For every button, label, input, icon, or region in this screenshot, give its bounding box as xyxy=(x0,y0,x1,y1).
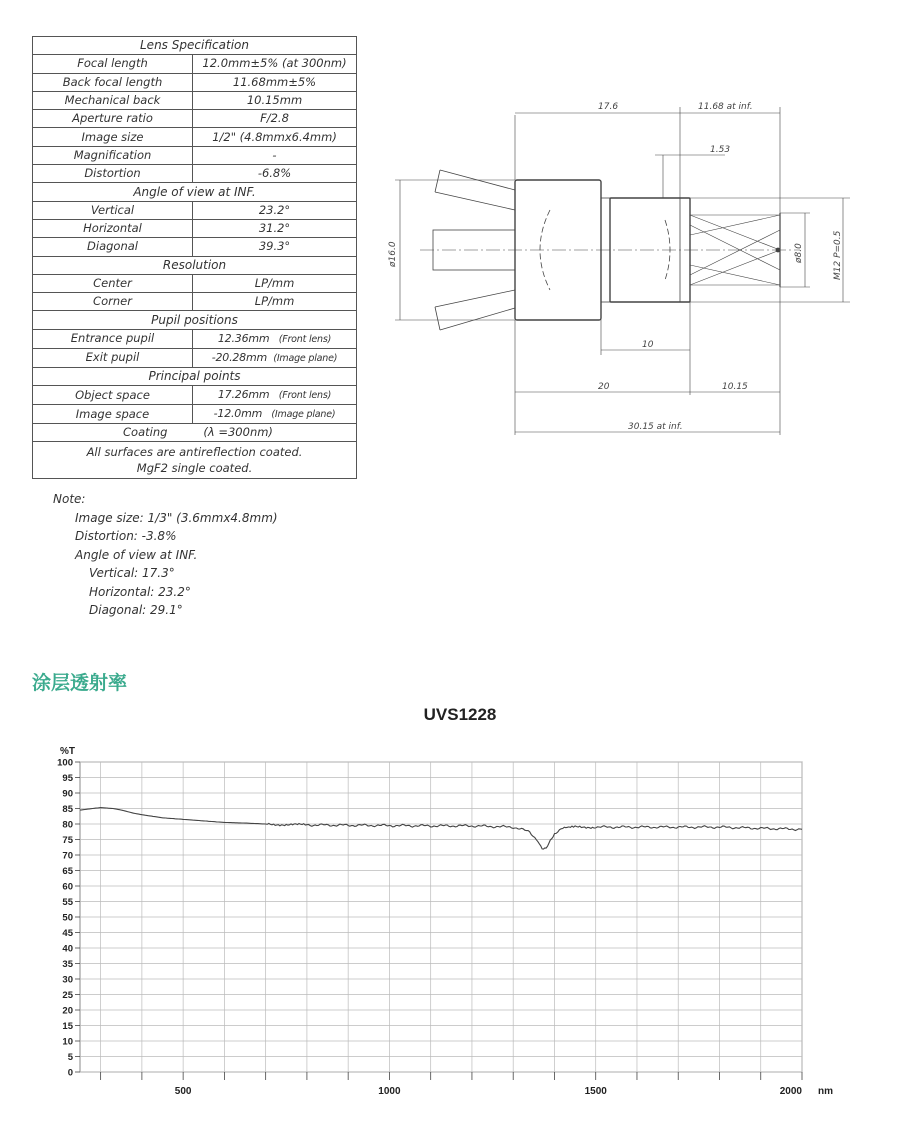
y-tick-label: 95 xyxy=(62,773,73,784)
dim-11-68: 11.68 at inf. xyxy=(698,102,753,112)
spec-section-angle: Angle of view at INF. xyxy=(33,183,357,201)
spec-coating-value: (λ =300nm) xyxy=(203,425,273,440)
spec-value xyxy=(193,405,357,424)
spec-value: 39.3° xyxy=(193,238,357,256)
note-line: Horizontal: 23.2° xyxy=(89,584,191,599)
spec-label: Image size xyxy=(33,128,193,146)
spec-label: Center xyxy=(33,274,193,292)
y-tick-labels xyxy=(57,758,74,1079)
spec-label: Diagonal xyxy=(33,238,193,256)
spec-value: 23.2° xyxy=(193,201,357,219)
dimension-lines xyxy=(395,107,850,435)
y-tick-label: 35 xyxy=(62,959,73,970)
spec-label: Image space xyxy=(33,405,193,424)
y-tick-label: 5 xyxy=(67,1052,73,1063)
spec-label: Focal length xyxy=(33,55,193,73)
dim-m12: M12 P=0.5 xyxy=(833,230,843,280)
spec-value-note: (Image plane) xyxy=(273,352,338,364)
y-tick-label: 60 xyxy=(62,881,73,893)
spec-value: F/2.8 xyxy=(193,110,357,128)
spec-label: Vertical xyxy=(33,201,193,219)
spec-section-principal: Principal points xyxy=(33,367,357,385)
spec-value: 31.2° xyxy=(193,219,357,237)
spec-coating-label: Coating xyxy=(123,425,168,440)
y-tick-label: 0 xyxy=(67,1067,73,1079)
spec-label: Back focal length xyxy=(33,73,193,91)
dim-17-6: 17.6 xyxy=(598,102,619,112)
spec-value-main: 12.36mm xyxy=(217,331,270,345)
y-tick-label: 40 xyxy=(62,943,73,955)
y-tick-label: 45 xyxy=(62,928,73,939)
spec-coating-note-line: MgF2 single coated. xyxy=(136,461,253,476)
spec-label: Mechanical back xyxy=(33,91,193,109)
series-line xyxy=(80,808,802,849)
spec-value: LP/mm xyxy=(193,293,357,311)
spec-coating-note xyxy=(33,442,357,479)
y-tick-label: 10 xyxy=(62,1036,73,1048)
spec-value xyxy=(193,386,357,405)
y-axis-label: %T xyxy=(60,746,75,757)
spec-coating-row xyxy=(33,424,357,442)
spec-value: 1/2" (4.8mmx6.4mm) xyxy=(193,128,357,146)
note-line: Vertical: 17.3° xyxy=(89,566,175,580)
chart-grid xyxy=(75,762,802,1080)
note-title: Note: xyxy=(53,492,86,506)
spec-value xyxy=(193,348,357,367)
spec-label: Exit pupil xyxy=(33,348,193,367)
spec-value: 12.0mm±5% (at 300nm) xyxy=(193,55,357,73)
y-tick-label: 70 xyxy=(62,850,73,862)
y-tick-label: 75 xyxy=(62,835,73,846)
y-tick-label: 90 xyxy=(62,788,73,800)
spec-value xyxy=(193,329,357,348)
spec-value-main: 17.26mm xyxy=(217,388,270,402)
dim-30-15: 30.15 at inf. xyxy=(628,422,683,432)
spec-value: LP/mm xyxy=(193,274,357,292)
spec-value-main: -20.28mm xyxy=(211,350,268,364)
note-line: Distortion: -3.8% xyxy=(75,529,177,543)
y-tick-label: 30 xyxy=(62,974,73,986)
spec-value: -6.8% xyxy=(193,165,357,183)
x-tick-label: 500 xyxy=(174,1086,192,1097)
dim-phi16: ø16.0 xyxy=(388,241,398,267)
lens-spec-table xyxy=(32,36,357,479)
dim-10-15: 10.15 xyxy=(722,382,748,392)
note-line: Image size: 1/3" (3.6mmx4.8mm) xyxy=(75,510,278,525)
note-block xyxy=(53,490,278,620)
y-tick-label: 20 xyxy=(62,1005,73,1017)
y-tick-label: 100 xyxy=(57,757,73,769)
x-axis-unit: nm xyxy=(818,1086,833,1097)
chart-title: UVS1228 xyxy=(423,705,497,724)
spec-label: Object space xyxy=(33,386,193,405)
spec-label: Distortion xyxy=(33,165,193,183)
y-tick-label: 65 xyxy=(62,866,73,877)
y-tick-label: 15 xyxy=(62,1021,73,1032)
transmittance-chart xyxy=(30,730,860,1110)
lens-drawing xyxy=(380,95,860,445)
y-tick-label: 25 xyxy=(62,990,73,1001)
spec-label: Entrance pupil xyxy=(33,329,193,348)
spec-value: 11.68mm±5% xyxy=(193,73,357,91)
section-title: 涂层透射率 xyxy=(32,672,128,694)
spec-value-note: (Image plane) xyxy=(271,409,336,421)
spec-value-note: (Front lens) xyxy=(278,390,332,402)
spec-coating-note-line: All surfaces are antireflection coated. xyxy=(86,445,303,460)
spec-value: - xyxy=(193,146,357,164)
dim-phi8: ø8.0 xyxy=(794,243,804,263)
note-line: Angle of view at INF. xyxy=(75,547,198,562)
spec-section-pupil: Pupil positions xyxy=(33,311,357,329)
x-tick-label: 2000 xyxy=(779,1086,802,1097)
y-tick-label: 80 xyxy=(62,819,73,831)
spec-label: Corner xyxy=(33,293,193,311)
spec-label: Magnification xyxy=(33,146,193,164)
dim-10: 10 xyxy=(642,340,654,350)
note-line: Diagonal: 29.1° xyxy=(89,603,183,617)
spec-value-note: (Front lens) xyxy=(278,333,332,345)
spec-value-main: -12.0mm xyxy=(213,407,263,421)
x-tick-label: 1000 xyxy=(378,1086,401,1097)
y-tick-label: 50 xyxy=(62,912,73,924)
spec-label: Horizontal xyxy=(33,219,193,237)
dim-1-53: 1.53 xyxy=(710,145,731,155)
spec-title: Lens Specification xyxy=(33,37,357,55)
y-tick-label: 85 xyxy=(62,804,73,815)
dim-20: 20 xyxy=(598,382,610,392)
spec-value: 10.15mm xyxy=(193,91,357,109)
spec-section-resolution: Resolution xyxy=(33,256,357,274)
x-tick-label: 1500 xyxy=(584,1086,607,1097)
y-tick-label: 55 xyxy=(62,897,73,908)
spec-label: Aperture ratio xyxy=(33,110,193,128)
x-tick-labels xyxy=(175,1086,803,1097)
